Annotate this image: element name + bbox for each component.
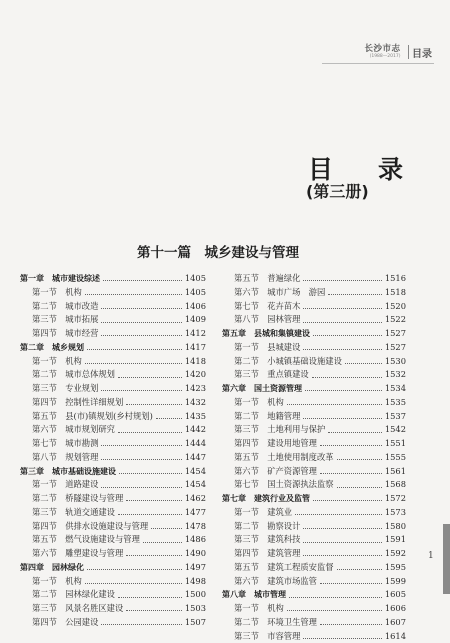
toc-section-entry[interactable] bbox=[20, 368, 206, 382]
toc-section-entry[interactable] bbox=[20, 300, 206, 314]
header-divider bbox=[408, 45, 410, 59]
header-section-label: 目录 bbox=[412, 48, 432, 60]
toc-entry-title: 第三节 重点镇建设 bbox=[234, 369, 309, 380]
toc-left-column bbox=[20, 272, 206, 630]
toc-entry-title: 第三节 专业规划 bbox=[32, 383, 99, 393]
toc-section-entry[interactable] bbox=[222, 602, 406, 616]
page-title: 目 录 bbox=[308, 155, 414, 184]
toc-entry-page: 1420 bbox=[184, 369, 206, 380]
toc-entry-title: 第五节 建筑工程质安监督 bbox=[234, 561, 334, 572]
dot-leader bbox=[126, 610, 182, 611]
dot-leader bbox=[295, 514, 382, 515]
toc-entry-page: 1591 bbox=[384, 534, 406, 545]
toc-entry-page: 1444 bbox=[184, 438, 206, 448]
dot-leader bbox=[320, 624, 382, 625]
toc-entry-page: 1532 bbox=[384, 369, 406, 380]
toc-section-entry[interactable] bbox=[222, 355, 406, 369]
toc-entry-title: 第六节 城市规划研究 bbox=[32, 424, 115, 435]
dot-leader bbox=[337, 487, 382, 488]
part-title: 第十一篇 城乡建设与管理 bbox=[137, 245, 299, 261]
dot-leader bbox=[303, 555, 381, 556]
dot-leader bbox=[101, 445, 181, 446]
toc-section-entry[interactable] bbox=[222, 561, 406, 575]
toc-entry-page: 1405 bbox=[184, 273, 206, 283]
toc-entry-title: 第八节 园林管理 bbox=[234, 314, 301, 325]
toc-section-entry[interactable] bbox=[222, 341, 406, 355]
toc-entry-page: 1535 bbox=[384, 396, 406, 407]
toc-entry-title: 第一节 县城建设 bbox=[234, 341, 301, 352]
toc-section-entry[interactable] bbox=[222, 465, 406, 479]
toc-entry-page: 1432 bbox=[184, 396, 206, 407]
toc-entry-title: 第三节 市容管理 bbox=[234, 630, 301, 641]
brand-subtitle: (1988—2017) bbox=[369, 54, 401, 59]
dot-leader bbox=[118, 377, 182, 378]
brand-title: 长沙市志 bbox=[364, 44, 401, 54]
toc-entry-title: 第五节 普遍绿化 bbox=[234, 273, 301, 283]
toc-entry-title: 第二节 环境卫生管理 bbox=[234, 616, 317, 627]
dot-leader bbox=[151, 528, 182, 529]
dot-leader bbox=[303, 418, 381, 419]
toc-section-entry[interactable] bbox=[222, 300, 406, 314]
toc-chapter-entry[interactable] bbox=[20, 272, 206, 286]
dot-leader bbox=[101, 390, 181, 391]
toc-section-entry[interactable] bbox=[222, 547, 406, 561]
toc-entry-page: 1518 bbox=[384, 286, 406, 297]
toc-entry-page: 1500 bbox=[184, 589, 206, 600]
toc-entry-title: 第四节 建设用地管理 bbox=[234, 438, 317, 448]
toc-section-entry[interactable] bbox=[20, 602, 206, 616]
toc-section-entry[interactable] bbox=[20, 410, 206, 424]
dot-leader bbox=[87, 349, 182, 350]
toc-entry-title: 第三节 土地利用与保护 bbox=[234, 424, 326, 435]
toc-entry-page: 1497 bbox=[184, 561, 206, 572]
toc-entry-title: 第七章 建筑行业及监管 bbox=[222, 494, 310, 503]
dot-leader bbox=[101, 335, 181, 336]
toc-section-entry[interactable] bbox=[20, 286, 206, 300]
toc-section-entry[interactable] bbox=[20, 575, 206, 589]
toc-entry-title: 第四章 园林绿化 bbox=[20, 562, 84, 572]
dot-leader bbox=[313, 335, 382, 336]
toc-entry-title: 第三节 风景名胜区建设 bbox=[32, 603, 124, 613]
toc-section-entry[interactable] bbox=[222, 313, 406, 327]
toc-chapter-entry[interactable] bbox=[222, 382, 406, 396]
header-rule bbox=[322, 63, 434, 64]
toc-entry-title: 第七节 城市勘测 bbox=[32, 438, 99, 448]
toc-entry-title: 第一节 道路建设 bbox=[32, 479, 99, 490]
toc-entry-title: 第一节 机构 bbox=[234, 396, 284, 407]
toc-entry-title: 第一节 机构 bbox=[32, 575, 82, 586]
dot-leader bbox=[101, 624, 181, 625]
toc-chapter-entry[interactable] bbox=[222, 492, 406, 506]
toc-entry-title: 第三节 轨道交通建设 bbox=[32, 506, 115, 517]
dot-leader bbox=[103, 280, 182, 281]
dot-leader bbox=[303, 528, 381, 529]
dot-leader bbox=[101, 308, 181, 309]
side-tab bbox=[443, 524, 450, 594]
toc-entry-title: 第二节 桥隧建设与管理 bbox=[32, 493, 124, 503]
toc-entry-title: 第三节 建筑科技 bbox=[234, 534, 301, 545]
dot-leader bbox=[156, 418, 182, 419]
toc-entry-page: 1516 bbox=[384, 273, 406, 283]
toc-entry-page: 1573 bbox=[384, 506, 406, 517]
toc-entry-page: 1551 bbox=[384, 438, 406, 448]
dot-leader bbox=[337, 459, 382, 460]
dot-leader bbox=[313, 500, 382, 501]
toc-entry-page: 1572 bbox=[384, 493, 406, 503]
toc-entry-title: 第七节 国土资源执法监察 bbox=[234, 479, 334, 490]
toc-section-entry[interactable] bbox=[20, 355, 206, 369]
dot-leader bbox=[85, 583, 182, 584]
toc-section-entry[interactable] bbox=[222, 410, 406, 424]
toc-entry-page: 1418 bbox=[184, 355, 206, 366]
dot-leader bbox=[320, 583, 382, 584]
toc-entry-page: 1486 bbox=[184, 534, 206, 545]
dot-leader bbox=[101, 322, 181, 323]
toc-entry-title: 第三节 城市拓展 bbox=[32, 314, 99, 325]
toc-entry-page: 1405 bbox=[184, 286, 206, 297]
dot-leader bbox=[143, 542, 182, 543]
toc-section-entry[interactable] bbox=[20, 533, 206, 547]
toc-entry-page: 1490 bbox=[184, 548, 206, 558]
toc-entry-title: 第四节 供排水设施建设与管理 bbox=[32, 520, 149, 531]
toc-section-entry[interactable] bbox=[222, 506, 406, 520]
dot-leader bbox=[119, 473, 182, 474]
toc-entry-page: 1478 bbox=[184, 520, 206, 531]
toc-entry-title: 第六节 矿产资源管理 bbox=[234, 465, 317, 476]
toc-entry-title: 第二节 园林绿化建设 bbox=[32, 589, 115, 600]
toc-entry-page: 1568 bbox=[384, 479, 406, 490]
toc-section-entry[interactable] bbox=[222, 451, 406, 465]
toc-entry-page: 1561 bbox=[384, 465, 406, 476]
toc-entry-title: 第二节 勘察设计 bbox=[234, 520, 301, 531]
toc-section-entry[interactable] bbox=[222, 272, 406, 286]
toc-chapter-entry[interactable] bbox=[20, 465, 206, 479]
toc-entry-page: 1406 bbox=[184, 300, 206, 311]
toc-entry-page: 1412 bbox=[184, 328, 206, 338]
toc-entry-page: 1447 bbox=[184, 451, 206, 462]
toc-section-entry[interactable] bbox=[222, 520, 406, 534]
toc-entry-title: 第八节 规划管理 bbox=[32, 451, 99, 462]
dot-leader bbox=[328, 294, 382, 295]
toc-section-entry[interactable] bbox=[222, 423, 406, 437]
dot-leader bbox=[101, 487, 181, 488]
toc-entry-title: 第二节 地籍管理 bbox=[234, 410, 301, 421]
toc-entry-title: 第五节 燃气设施建设与管理 bbox=[32, 534, 140, 545]
toc-entry-title: 第八章 城市管理 bbox=[222, 590, 286, 600]
toc-section-entry[interactable] bbox=[20, 437, 206, 451]
toc-entry-page: 1555 bbox=[384, 451, 406, 462]
toc-entry-page: 1503 bbox=[184, 603, 206, 613]
toc-entry-title: 第二章 城乡规划 bbox=[20, 342, 84, 352]
toc-entry-title: 第四节 城市经营 bbox=[32, 328, 99, 338]
toc-entry-title: 第六章 国土资源管理 bbox=[222, 384, 302, 393]
toc-section-entry[interactable] bbox=[20, 506, 206, 520]
toc-entry-title: 第四节 建筑管理 bbox=[234, 548, 301, 558]
toc-entry-title: 第二节 城市总体规划 bbox=[32, 369, 115, 380]
toc-section-entry[interactable] bbox=[20, 313, 206, 327]
brand bbox=[364, 44, 400, 60]
toc-entry-page: 1595 bbox=[384, 561, 406, 572]
toc-entry-page: 1542 bbox=[384, 424, 406, 435]
toc-entry-page: 1592 bbox=[384, 548, 406, 558]
toc-entry-page: 1537 bbox=[384, 410, 406, 421]
toc-entry-title: 第四节 公园建设 bbox=[32, 616, 99, 627]
toc-entry-title: 第六节 雕塑建设与管理 bbox=[32, 548, 124, 558]
toc-entry-page: 1605 bbox=[384, 589, 406, 600]
dot-leader bbox=[85, 294, 182, 295]
toc-section-entry[interactable] bbox=[222, 286, 406, 300]
toc-entry-page: 1417 bbox=[184, 341, 206, 352]
toc-entry-page: 1522 bbox=[384, 314, 406, 325]
toc-entry-page: 1527 bbox=[384, 341, 406, 352]
toc-entry-title: 第一节 机构 bbox=[32, 355, 82, 366]
toc-section-entry[interactable] bbox=[20, 423, 206, 437]
toc-section-entry[interactable] bbox=[222, 478, 406, 492]
toc-entry-title: 第五节 土地使用制度改革 bbox=[234, 451, 334, 462]
dot-leader bbox=[126, 555, 182, 556]
toc-section-entry[interactable] bbox=[20, 478, 206, 492]
dot-leader bbox=[345, 363, 382, 364]
toc-entry-page: 1454 bbox=[184, 479, 206, 490]
dot-leader bbox=[118, 432, 182, 433]
dot-leader bbox=[320, 445, 382, 446]
toc-entry-title: 第一章 城市建设综述 bbox=[20, 274, 100, 283]
toc-chapter-entry[interactable] bbox=[222, 588, 406, 602]
toc-entry-title: 第二节 城市改造 bbox=[32, 300, 99, 311]
toc-entry-page: 1580 bbox=[384, 520, 406, 531]
dot-leader bbox=[328, 432, 382, 433]
toc-entry-page: 1520 bbox=[384, 300, 406, 311]
dot-leader bbox=[303, 542, 381, 543]
toc-entry-page: 1477 bbox=[184, 506, 206, 517]
toc-entry-title: 第六节 建筑市场监管 bbox=[234, 575, 317, 586]
toc-entry-page: 1423 bbox=[184, 383, 206, 393]
dot-leader bbox=[118, 514, 182, 515]
toc-entry-page: 1599 bbox=[384, 575, 406, 586]
page-number: 1 bbox=[428, 551, 434, 561]
toc-entry-page: 1606 bbox=[384, 603, 406, 613]
dot-leader bbox=[85, 363, 182, 364]
dot-leader bbox=[303, 280, 381, 281]
toc-entry-page: 1534 bbox=[384, 383, 406, 393]
toc-section-entry[interactable] bbox=[20, 547, 206, 561]
toc-entry-page: 1435 bbox=[184, 410, 206, 421]
toc-entry-page: 1409 bbox=[184, 314, 206, 325]
toc-entry-title: 第七节 花卉苗木 bbox=[234, 300, 301, 311]
toc-chapter-entry[interactable] bbox=[20, 561, 206, 575]
dot-leader bbox=[118, 597, 182, 598]
toc-entry-title: 第六节 城市广场 游园 bbox=[234, 286, 326, 297]
toc-section-entry[interactable] bbox=[222, 533, 406, 547]
toc-entry-title: 第一节 建筑业 bbox=[234, 506, 293, 517]
toc-section-entry[interactable] bbox=[20, 382, 206, 396]
toc-entry-page: 1454 bbox=[184, 465, 206, 476]
toc-entry-page: 1527 bbox=[384, 328, 406, 338]
toc-chapter-entry[interactable] bbox=[222, 327, 406, 341]
toc-entry-page: 1462 bbox=[184, 493, 206, 503]
dot-leader bbox=[337, 569, 382, 570]
toc-section-entry[interactable] bbox=[20, 327, 206, 341]
dot-leader bbox=[101, 459, 181, 460]
toc-section-entry[interactable] bbox=[222, 396, 406, 410]
dot-leader bbox=[287, 610, 382, 611]
toc-section-entry[interactable] bbox=[20, 396, 206, 410]
dot-leader bbox=[303, 349, 381, 350]
toc-entry-page: 1498 bbox=[184, 575, 206, 586]
toc-right-column bbox=[222, 272, 406, 643]
toc-entry-title: 第一节 机构 bbox=[234, 603, 284, 613]
dot-leader bbox=[303, 308, 381, 309]
toc-section-entry[interactable] bbox=[222, 616, 406, 630]
dot-leader bbox=[320, 473, 382, 474]
toc-section-entry[interactable] bbox=[20, 588, 206, 602]
toc-section-entry[interactable] bbox=[222, 630, 406, 643]
dot-leader bbox=[287, 404, 382, 405]
dot-leader bbox=[87, 569, 182, 570]
running-header bbox=[364, 44, 432, 60]
dot-leader bbox=[303, 638, 381, 639]
toc-entry-title: 第五章 县城和集镇建设 bbox=[222, 329, 310, 338]
toc-section-entry[interactable] bbox=[222, 575, 406, 589]
toc-entry-page: 1614 bbox=[384, 630, 406, 641]
toc-entry-title: 第三章 城市基础设施建设 bbox=[20, 466, 116, 476]
dot-leader bbox=[312, 377, 382, 378]
toc-entry-title: 第二节 小城镇基础设施建设 bbox=[234, 355, 342, 366]
toc-section-entry[interactable] bbox=[20, 616, 206, 630]
toc-entry-page: 1507 bbox=[184, 616, 206, 627]
dot-leader bbox=[126, 500, 182, 501]
toc-section-entry[interactable] bbox=[222, 437, 406, 451]
dot-leader bbox=[303, 322, 381, 323]
toc-entry-page: 1442 bbox=[184, 424, 206, 435]
dot-leader bbox=[305, 390, 382, 391]
toc-section-entry[interactable] bbox=[20, 520, 206, 534]
toc-section-entry[interactable] bbox=[20, 492, 206, 506]
page-subtitle: (第三册) bbox=[306, 182, 369, 201]
toc-entry-title: 第一节 机构 bbox=[32, 286, 82, 297]
dot-leader bbox=[126, 404, 182, 405]
toc-section-entry[interactable] bbox=[222, 368, 406, 382]
toc-chapter-entry[interactable] bbox=[20, 341, 206, 355]
dot-leader bbox=[289, 597, 382, 598]
toc-entry-page: 1607 bbox=[384, 616, 406, 627]
toc-entry-title: 第四节 控制性详细规划 bbox=[32, 396, 124, 407]
toc-section-entry[interactable] bbox=[20, 451, 206, 465]
toc-entry-title: 第五节 县(市)镇规划(乡村规划) bbox=[32, 410, 153, 421]
toc-entry-page: 1530 bbox=[384, 355, 406, 366]
